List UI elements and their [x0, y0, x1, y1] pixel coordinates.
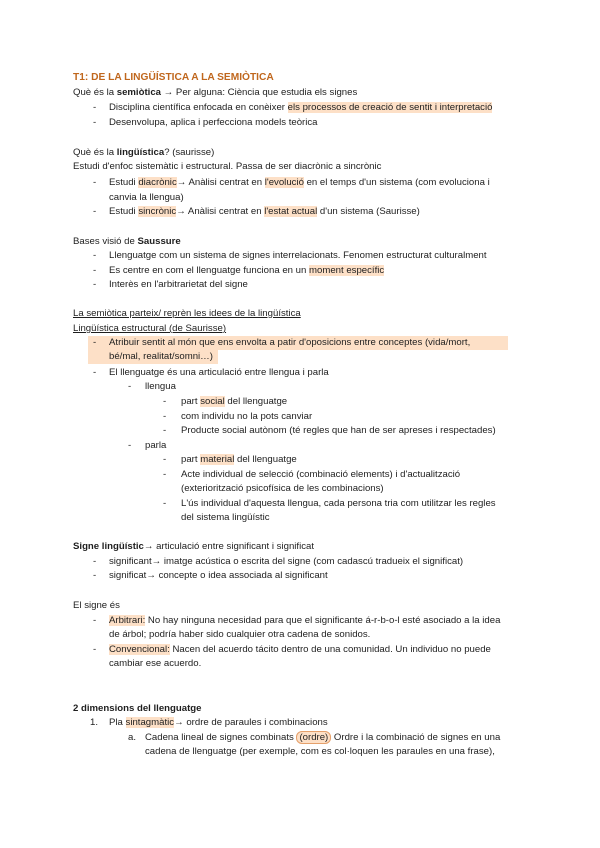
bullet-dash: -: [93, 177, 97, 188]
bullet-dash: -: [93, 250, 97, 261]
text: Disciplina científica enfocada en conèixer: [109, 102, 288, 113]
dimensions-subitem-a-cont: cadena de llenguatge (per exemple, com es col·loquen les paraules en una frase),: [145, 746, 495, 757]
bases-bullet-3: Interès en l'arbitrarietat del signe: [109, 279, 248, 290]
dimensions-item-1: [109, 716, 328, 730]
text: No hay ninguna necesidad para que el significante á-r-b-o-l esté asociado a la idea: [145, 615, 501, 626]
text: Estudi: [109, 177, 139, 188]
text: Ordre i la combinació de signes en una: [331, 732, 501, 743]
signe-bullet-1: significant→ imatge acústica o escrita del signe (com cadascú tradueix el significat): [109, 556, 464, 567]
bullet-dash: -: [93, 206, 97, 217]
elsigne-bullet-2: [109, 643, 491, 657]
estructural-subheading-1: [73, 307, 301, 321]
parla-sub-3-cont: del sistema lingüístic: [181, 512, 270, 523]
signe-heading: [73, 540, 314, 554]
text: del llenguatge: [224, 396, 288, 407]
highlight: Arbitrari:: [109, 615, 146, 626]
parla-sub-2-cont: (exteriorització psicofísica de les combinacions): [181, 483, 384, 494]
linguistica-question: [73, 146, 214, 160]
parla-sub-2: Acte individual de selecció (combinació elements) i d'actualització: [181, 469, 461, 480]
circled-highlight: (ordre): [296, 731, 331, 744]
elsigne-bullet-1-cont: de árbol; podría haber sido cualquier otra cadena de sonidos.: [109, 629, 371, 640]
text: 2 dimensions del llenguatge: [73, 703, 202, 714]
parla-item: parla: [145, 440, 167, 451]
llengua-sub-2: com individu no la pots canviar: [181, 411, 313, 422]
highlight: Convencional:: [109, 644, 170, 655]
text: d'un sistema (Saurisse): [317, 206, 420, 217]
text: Pla: [109, 717, 126, 728]
bullet-dash: -: [163, 425, 167, 436]
highlight: material: [200, 454, 235, 465]
highlight: diacrònic: [138, 177, 177, 188]
text: Cadena lineal de signes combinats: [145, 732, 297, 743]
bullet-dash: -: [93, 265, 97, 276]
bullet-dash: -: [128, 440, 132, 451]
highlight: moment específic: [309, 265, 385, 276]
bullet-dash: -: [128, 381, 132, 392]
estructural-bullet-1: Atribuir sentit al món que ens envolta a patir d'oposicions entre conceptes (vida/mort,: [109, 337, 471, 348]
llengua-item: llengua: [145, 381, 176, 392]
llengua-sub-3: Producte social autònom (té regles que han de ser apreses i respectades): [181, 425, 496, 436]
bullet-dash: -: [93, 337, 97, 348]
bullet-dash: -: [163, 469, 167, 480]
linguistica-description: Estudi d'enfoc sistemàtic i estructural. Passa de ser diacrònic a sincrònic: [73, 161, 382, 172]
dimensions-subitem-a: [145, 731, 500, 745]
page-title: T1: DE LA LINGÜÍSTICA A LA SEMIÒTICA: [73, 72, 274, 83]
highlight: l'estat actual: [264, 206, 318, 217]
highlight: sintagmàtic: [125, 717, 175, 728]
term-semiotica: semiòtica: [116, 87, 161, 98]
text: → articulació entre significant i significat: [143, 541, 315, 552]
list-letter: a.: [128, 732, 137, 743]
bullet-dash: -: [163, 498, 167, 509]
parla-sub-1: [181, 453, 297, 467]
semiotica-bullet-1: [109, 101, 492, 115]
text: del llenguatge: [234, 454, 297, 465]
estructural-bullet-2: El llenguatge és una articulació entre llengua i parla: [109, 367, 329, 378]
text: Bases visió de: [73, 236, 138, 247]
bases-heading: [73, 235, 181, 249]
text: → Anàlisi centrat en: [176, 206, 265, 217]
bases-bullet-1: Llenguatge com un sistema de signes interrelacionats. Fenomen estructurat culturalment: [109, 250, 487, 261]
text: → ordre de paraules i combinacions: [174, 717, 328, 728]
text: → Per alguna: Ciència que estudia els signes: [161, 87, 358, 98]
text: Què és la: [73, 87, 117, 98]
text: La semiòtica parteix/ reprèn les idees de la lingüística: [73, 308, 301, 319]
text: Lingüística estructural (de Saurisse): [73, 323, 227, 334]
linguistica-bullet-1: [109, 176, 490, 190]
list-number: 1.: [90, 717, 99, 728]
bullet-dash: -: [163, 454, 167, 465]
llengua-sub-1: [181, 395, 287, 409]
text: ? (saurisse): [164, 147, 215, 158]
parla-sub-3: L'ús individual d'aquesta llengua, cada persona tria com utilitzar les regles: [181, 498, 496, 509]
bullet-dash: -: [93, 279, 97, 290]
bullet-dash: -: [163, 396, 167, 407]
bullet-dash: -: [93, 102, 97, 113]
bullet-dash: -: [93, 644, 97, 655]
highlight: social: [200, 396, 225, 407]
bullet-dash: -: [93, 615, 97, 626]
semiotica-bullet-2: Desenvolupa, aplica i perfecciona models teòrica: [109, 117, 318, 128]
bases-bullet-2: [109, 264, 384, 278]
bullet-dash: -: [93, 117, 97, 128]
estructural-subheading-2: [73, 322, 226, 336]
text: Què és la: [73, 147, 117, 158]
text: Estudi: [109, 206, 139, 217]
estructural-bullet-1-cont: bé/mal, realitat/somni…): [109, 351, 213, 362]
semiotica-question: [73, 86, 357, 100]
text: Nacen del acuerdo tácito dentro de una comunidad. Un individuo no puede: [169, 644, 491, 655]
bullet-dash: -: [93, 556, 97, 567]
elsigne-heading: El signe és: [73, 600, 120, 611]
elsigne-bullet-2-cont: cambiar ese acuerdo.: [109, 658, 202, 669]
text: part: [181, 454, 201, 465]
term-signe: Signe lingüístic: [73, 541, 144, 552]
linguistica-bullet-2: [109, 205, 420, 219]
text: en el temps d'un sistema (com evoluciona i: [303, 177, 490, 188]
elsigne-bullet-1: [109, 614, 500, 628]
term-saussure: Saussure: [137, 236, 181, 247]
term-linguistica: lingüística: [116, 147, 165, 158]
dimensions-heading: [73, 702, 201, 716]
highlight: l'evolució: [264, 177, 304, 188]
text: → Anàlisi centrat en: [176, 177, 265, 188]
signe-bullet-2: significat→ concepte o idea associada al significant: [109, 570, 328, 581]
linguistica-bullet-1-cont: canvia la llengua): [109, 192, 184, 203]
highlight: sincrònic: [138, 206, 177, 217]
text: Es centre en com el llenguatge funciona en un: [109, 265, 310, 276]
bullet-dash: -: [93, 367, 97, 378]
bullet-dash: -: [93, 570, 97, 581]
bullet-dash: -: [163, 411, 167, 422]
highlight: els processos de creació de sentit i interpretació: [287, 102, 493, 113]
text: part: [181, 396, 201, 407]
